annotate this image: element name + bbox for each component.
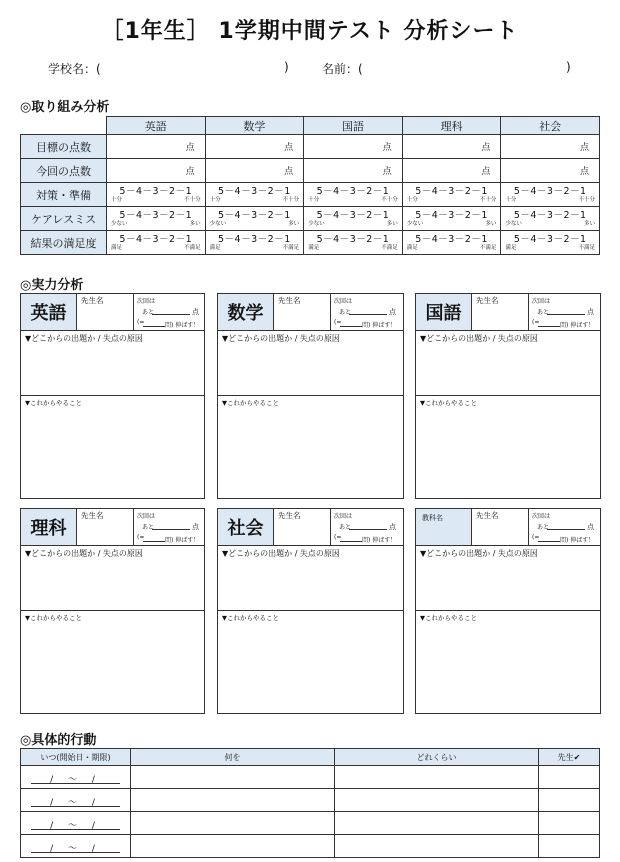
card-question-count[interactable]	[137, 319, 207, 329]
rating-scale: 5－4－3－2－1	[415, 185, 488, 197]
rating-scale: 5－4－3－2－1	[119, 185, 193, 197]
card-teacher-label[interactable]: 先生名	[476, 296, 499, 305]
card-eq-suffix: 問) 伸ばす！	[165, 537, 200, 544]
scale-ends	[403, 245, 501, 252]
card-remaining-points[interactable]	[142, 307, 202, 316]
effort-point-cell[interactable]: 点	[304, 159, 403, 183]
scale-left-label: 十分	[209, 196, 221, 203]
effort-subject-header: 国語	[304, 117, 403, 135]
card-todo-prompt: ▼これからやること	[222, 614, 279, 622]
scale-ends	[107, 197, 205, 204]
scale-right-label: 不十分	[381, 196, 398, 203]
card-remain-prefix: あと	[537, 309, 550, 316]
action-header-what: 何を	[131, 749, 335, 766]
subject-card	[415, 508, 601, 714]
action-header-how-much: どれくらい	[335, 749, 539, 766]
scale-right-label: 多い	[288, 220, 300, 227]
effort-scale-cell[interactable]	[107, 207, 206, 231]
card-next-label: 次回は	[334, 513, 353, 520]
scale-right-label: 多い	[189, 220, 201, 227]
card-divider	[218, 610, 403, 611]
action-how-much-cell[interactable]	[335, 835, 539, 858]
rating-scale: 5－4－3－2－1	[415, 233, 488, 245]
card-todo-prompt: ▼これからやること	[222, 399, 279, 407]
card-question-count[interactable]	[334, 534, 404, 544]
card-teacher-label[interactable]: 先生名	[476, 511, 499, 520]
card-eq-suffix: 問) 伸ばす！	[165, 322, 200, 329]
card-remain-prefix: あと	[339, 309, 352, 316]
card-remain-prefix: あと	[142, 524, 155, 531]
effort-table	[20, 116, 600, 255]
effort-scale-cell[interactable]	[107, 231, 206, 255]
effort-scale-cell[interactable]	[402, 183, 501, 207]
scale-left-label: 十分	[308, 196, 320, 203]
effort-row-label: 目標の点数	[21, 135, 107, 159]
card-subject-name: 社会	[218, 509, 274, 545]
subject-card	[217, 293, 404, 499]
scale-right-label: 不満足	[381, 244, 398, 251]
blank-line	[349, 314, 387, 315]
card-next-label: 次回は	[532, 513, 551, 520]
scale-left-label: 少ない	[406, 220, 424, 227]
blank-line	[143, 326, 165, 327]
card-teacher-label[interactable]: 先生名	[81, 296, 104, 305]
effort-scale-cell[interactable]	[304, 207, 403, 231]
blank-line	[538, 326, 560, 327]
card-next-goal	[528, 294, 601, 330]
scale-ends	[206, 221, 304, 228]
effort-row-label: ケアレスミス	[21, 207, 107, 231]
card-eq-suffix: 問) 伸ばす！	[560, 537, 595, 544]
effort-scale-cell[interactable]	[501, 183, 600, 207]
scale-ends	[403, 221, 501, 228]
card-todo-prompt: ▼これからやること	[25, 614, 82, 622]
effort-point-cell[interactable]: 点	[107, 135, 206, 159]
subject-card	[217, 508, 404, 714]
date-range-template: / ～ /	[50, 821, 101, 831]
rating-scale: 5－4－3－2－1	[119, 209, 193, 221]
scale-right-label: 不十分	[282, 196, 300, 203]
action-what-cell[interactable]	[131, 835, 335, 858]
card-cause-prompt: ▼どこからの出題か / 失点の原因	[222, 549, 340, 558]
scale-right-label: 多い	[583, 220, 595, 227]
scale-ends	[304, 197, 402, 204]
card-question-count[interactable]	[532, 319, 602, 329]
card-eq-suffix: 問) 伸ばす！	[362, 537, 397, 544]
card-remaining-points[interactable]	[537, 522, 597, 531]
effort-point-cell[interactable]: 点	[402, 159, 501, 183]
blank-line	[152, 314, 190, 315]
scale-ends	[501, 197, 599, 204]
effort-header-row	[21, 117, 600, 135]
effort-scale-cell[interactable]	[205, 207, 304, 231]
card-subject-name: 国語	[416, 294, 472, 330]
card-todo-prompt: ▼これからやること	[25, 399, 82, 407]
effort-row	[21, 135, 600, 159]
card-next-goal	[133, 294, 206, 330]
card-point-unit: 点	[587, 308, 594, 316]
card-todo-prompt: ▼これからやること	[420, 614, 477, 622]
effort-point-cell[interactable]: 点	[304, 135, 403, 159]
card-subject-name[interactable]: 教科名	[416, 509, 472, 545]
effort-scale-cell[interactable]	[205, 231, 304, 255]
date-range-template: / ～ /	[50, 775, 101, 785]
card-eq-prefix: (=	[532, 534, 540, 541]
action-row	[21, 766, 600, 789]
card-cause-prompt: ▼どこからの出題か / 失点の原因	[25, 334, 143, 343]
card-remaining-points[interactable]	[142, 522, 202, 531]
rating-scale: 5－4－3－2－1	[316, 185, 390, 197]
rating-scale: 5－4－3－2－1	[218, 209, 291, 221]
student-name-close: )	[566, 60, 571, 74]
scale-left-label: 満足	[111, 244, 123, 251]
card-teacher-label[interactable]: 先生名	[278, 296, 301, 305]
page-title: ［1年生］ 1学期中間テスト 分析シート	[101, 19, 519, 44]
card-eq-prefix: (=	[334, 534, 342, 541]
scale-ends	[501, 221, 599, 228]
effort-corner	[21, 117, 107, 135]
scale-left-label: 十分	[406, 196, 418, 203]
card-remaining-points[interactable]	[537, 307, 597, 316]
card-point-unit: 点	[389, 308, 396, 316]
scale-ends	[206, 197, 304, 204]
blank-line	[143, 541, 165, 542]
card-point-unit: 点	[389, 523, 396, 531]
scale-ends	[501, 245, 599, 252]
card-next-label: 次回は	[137, 513, 156, 520]
effort-row	[21, 231, 600, 255]
card-question-count[interactable]	[334, 319, 404, 329]
card-remaining-points[interactable]	[339, 307, 399, 316]
rating-scale: 5－4－3－2－1	[119, 233, 193, 245]
effort-row-label: 結果の満足度	[21, 231, 107, 255]
card-todo-prompt: ▼これからやること	[420, 399, 477, 407]
card-next-goal	[528, 509, 601, 545]
effort-point-cell[interactable]: 点	[205, 135, 304, 159]
card-cause-prompt: ▼どこからの出題か / 失点の原因	[420, 549, 538, 558]
card-divider	[416, 610, 600, 611]
scale-ends	[403, 197, 501, 204]
scale-left-label: 十分	[111, 196, 123, 203]
card-eq-suffix: 問) 伸ばす！	[362, 322, 397, 329]
action-how-much-cell[interactable]	[335, 812, 539, 835]
scale-left-label: 十分	[505, 196, 517, 203]
card-next-goal	[330, 294, 403, 330]
effort-subject-header: 数学	[205, 117, 304, 135]
rating-scale: 5－4－3－2－1	[218, 233, 291, 245]
rating-scale: 5－4－3－2－1	[316, 209, 390, 221]
scale-right-label: 不十分	[578, 196, 595, 203]
effort-point-cell[interactable]: 点	[501, 159, 600, 183]
blank-line	[538, 541, 560, 542]
rating-scale: 5－4－3－2－1	[513, 209, 587, 221]
scale-right-label: 不十分	[184, 196, 201, 203]
effort-row-label: 今回の点数	[21, 159, 107, 183]
action-when-cell[interactable]	[21, 789, 131, 812]
action-teacher-check-cell[interactable]	[539, 766, 600, 789]
effort-row	[21, 183, 600, 207]
card-cause-prompt: ▼どこからの出題か / 失点の原因	[222, 334, 340, 343]
action-how-much-cell[interactable]	[335, 789, 539, 812]
effort-row	[21, 207, 600, 231]
action-row	[21, 789, 600, 812]
action-when-cell[interactable]	[21, 766, 131, 789]
card-divider	[416, 395, 600, 396]
card-subject-name: 数学	[218, 294, 274, 330]
effort-scale-cell[interactable]	[402, 207, 501, 231]
date-range-template: / ～ /	[50, 844, 101, 854]
card-subject-name: 英語	[21, 294, 77, 330]
effort-scale-cell[interactable]	[501, 207, 600, 231]
effort-scale-cell[interactable]	[205, 183, 304, 207]
action-when-cell[interactable]	[21, 835, 131, 858]
effort-point-cell[interactable]: 点	[501, 135, 600, 159]
effort-scale-cell[interactable]	[304, 183, 403, 207]
card-remain-prefix: あと	[339, 524, 352, 531]
section-ability-heading: ◎実力分析	[20, 278, 84, 293]
card-eq-suffix: 問) 伸ばす！	[560, 322, 595, 329]
scale-left-label: 満足	[209, 244, 221, 251]
school-name-close: )	[284, 60, 289, 74]
effort-scale-cell[interactable]	[304, 231, 403, 255]
effort-subject-header: 英語	[107, 117, 206, 135]
effort-subject-header: 社会	[501, 117, 600, 135]
card-eq-prefix: (=	[137, 319, 145, 326]
card-next-goal	[330, 509, 403, 545]
section-action-heading: ◎具体的行動	[20, 733, 97, 748]
rating-scale: 5－4－3－2－1	[218, 185, 291, 197]
card-teacher-label[interactable]: 先生名	[278, 511, 301, 520]
card-eq-prefix: (=	[532, 319, 540, 326]
effort-scale-cell[interactable]	[501, 231, 600, 255]
student-name-label: 名前：(	[322, 62, 363, 76]
subject-card	[20, 508, 205, 714]
effort-row-label: 対策・準備	[21, 183, 107, 207]
rating-scale: 5－4－3－2－1	[513, 185, 587, 197]
scale-left-label: 少ない	[308, 220, 325, 227]
scale-ends	[304, 221, 402, 228]
subject-card	[20, 293, 205, 499]
card-cause-prompt: ▼どこからの出題か / 失点の原因	[25, 549, 143, 558]
scale-left-label: 満足	[308, 244, 320, 251]
card-next-label: 次回は	[334, 298, 353, 305]
scale-ends	[206, 245, 304, 252]
scale-ends	[107, 245, 205, 252]
action-header-teacher-check: 先生✔	[539, 749, 600, 766]
scale-left-label: 満足	[406, 244, 418, 251]
subject-card	[415, 293, 601, 499]
rating-scale: 5－4－3－2－1	[415, 209, 488, 221]
section-effort-heading: ◎取り組み分析	[20, 100, 110, 115]
card-point-unit: 点	[192, 523, 199, 531]
blank-line	[152, 529, 190, 530]
action-teacher-check-cell[interactable]	[539, 789, 600, 812]
scale-right-label: 不満足	[282, 244, 300, 251]
scale-right-label: 不満足	[578, 244, 595, 251]
card-remain-prefix: あと	[142, 309, 155, 316]
card-divider	[21, 610, 204, 611]
scale-right-label: 不満足	[479, 244, 497, 251]
rating-scale: 5－4－3－2－1	[316, 233, 390, 245]
action-header-row	[21, 749, 600, 766]
blank-line	[340, 326, 362, 327]
blank-line	[340, 541, 362, 542]
effort-point-cell[interactable]: 点	[205, 159, 304, 183]
card-teacher-label[interactable]: 先生名	[81, 511, 104, 520]
scale-right-label: 不満足	[184, 244, 201, 251]
action-what-cell[interactable]	[131, 812, 335, 835]
card-next-goal	[133, 509, 206, 545]
action-teacher-check-cell[interactable]	[539, 835, 600, 858]
action-row	[21, 835, 600, 858]
action-how-much-cell[interactable]	[335, 766, 539, 789]
effort-point-cell[interactable]: 点	[107, 159, 206, 183]
scale-right-label: 多い	[485, 220, 497, 227]
action-teacher-check-cell[interactable]	[539, 812, 600, 835]
effort-row	[21, 159, 600, 183]
card-question-count[interactable]	[137, 534, 207, 544]
action-table	[20, 748, 600, 858]
card-eq-prefix: (=	[334, 319, 342, 326]
scale-ends	[304, 245, 402, 252]
effort-subject-header: 理科	[402, 117, 501, 135]
card-eq-prefix: (=	[137, 534, 145, 541]
action-what-cell[interactable]	[131, 766, 335, 789]
scale-ends	[107, 221, 205, 228]
card-cause-prompt: ▼どこからの出題か / 失点の原因	[420, 334, 538, 343]
school-name-label: 学校名：(	[48, 62, 101, 76]
scale-right-label: 多い	[386, 220, 398, 227]
scale-left-label: 少ない	[209, 220, 227, 227]
effort-scale-cell[interactable]	[402, 231, 501, 255]
blank-line	[349, 529, 387, 530]
action-header-when: いつ(開始日・期限)	[21, 749, 131, 766]
scale-left-label: 満足	[505, 244, 517, 251]
card-point-unit: 点	[192, 308, 199, 316]
rating-scale: 5－4－3－2－1	[513, 233, 587, 245]
action-what-cell[interactable]	[131, 789, 335, 812]
card-divider	[218, 395, 403, 396]
card-remaining-points[interactable]	[339, 522, 399, 531]
effort-scale-cell[interactable]	[107, 183, 206, 207]
scale-left-label: 少ない	[505, 220, 522, 227]
card-question-count[interactable]	[532, 534, 602, 544]
action-row	[21, 812, 600, 835]
date-range-template: / ～ /	[50, 798, 101, 808]
card-point-unit: 点	[587, 523, 594, 531]
card-remain-prefix: あと	[537, 524, 550, 531]
card-next-label: 次回は	[137, 298, 156, 305]
card-subject-name: 理科	[21, 509, 77, 545]
blank-line	[547, 314, 585, 315]
card-next-label: 次回は	[532, 298, 551, 305]
scale-left-label: 少ない	[111, 220, 128, 227]
blank-line	[547, 529, 585, 530]
scale-right-label: 不十分	[479, 196, 497, 203]
card-divider	[21, 395, 204, 396]
effort-point-cell[interactable]: 点	[402, 135, 501, 159]
action-when-cell[interactable]	[21, 812, 131, 835]
